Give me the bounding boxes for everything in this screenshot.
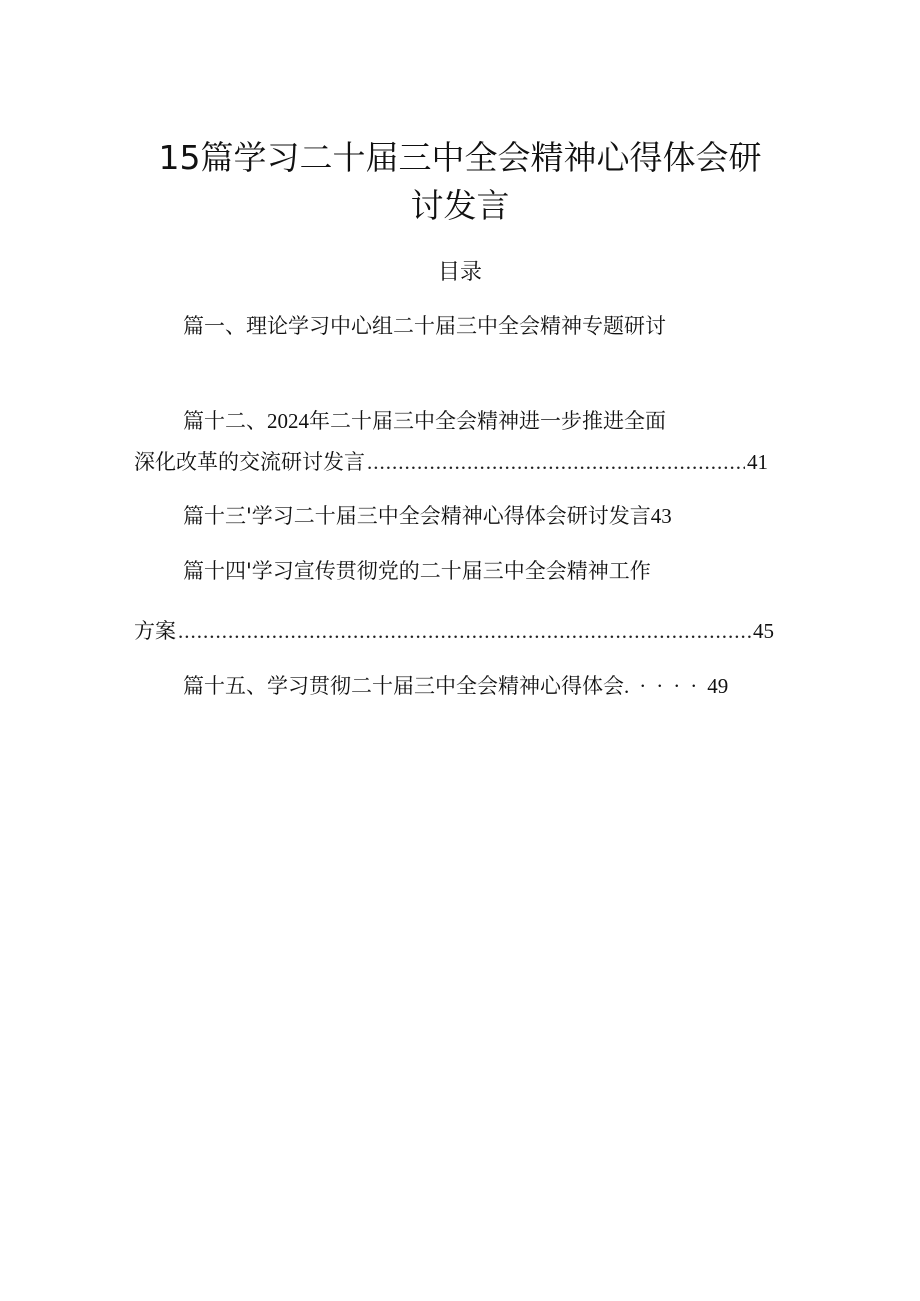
toc-entry-15-text: 篇十五、学习贯彻二十届三中全会精神心得体会 bbox=[183, 674, 624, 698]
toc-entry-14-leader bbox=[178, 616, 751, 646]
toc-entry-12-leader bbox=[367, 447, 745, 477]
toc-entry-1[interactable] bbox=[183, 311, 666, 341]
toc-entry-14-text: 篇十四'学习宣传贯彻党的二十届三中全会精神工作 bbox=[183, 559, 651, 583]
toc-entry-12-line-1[interactable] bbox=[183, 406, 666, 436]
toc-heading: 目录 bbox=[437, 260, 482, 285]
toc-entry-15[interactable] bbox=[183, 671, 728, 701]
toc-entry-12-line-2[interactable] bbox=[134, 447, 768, 477]
document-title-line-2: 讨发言 bbox=[410, 186, 510, 225]
toc-entry-14-page: 45 bbox=[753, 619, 774, 643]
toc-entry-12-prefix: 篇十二、 bbox=[183, 409, 267, 433]
toc-entry-15-page: 49 bbox=[707, 674, 729, 698]
toc-entry-12-text: 深化改革的交流研讨发言 bbox=[134, 450, 365, 474]
toc-entry-13-text: 篇十三'学习二十届三中全会精神心得体会研讨发言 bbox=[183, 504, 651, 528]
toc-entry-14-line-2[interactable] bbox=[134, 616, 774, 646]
toc-entry-13-page: 43 bbox=[650, 504, 672, 528]
toc-entry-15-dots: .···· bbox=[624, 674, 708, 698]
toc-entry-13[interactable] bbox=[183, 501, 672, 531]
toc-entry-1-text: 篇一、理论学习中心组二十届三中全会精神专题研讨 bbox=[183, 314, 666, 338]
toc-entry-14-line-1[interactable] bbox=[183, 556, 651, 586]
toc-entry-12-rest: 年二十届三中全会精神进一步推进全面 bbox=[309, 409, 666, 433]
toc-entry-14-text-2: 方案 bbox=[134, 619, 176, 643]
toc-entry-12-year: 2024 bbox=[267, 409, 309, 433]
document-title-line-1: 15篇学习二十届三中全会精神心得体会研 bbox=[158, 138, 762, 177]
toc-entry-12-page: 41 bbox=[747, 450, 768, 474]
